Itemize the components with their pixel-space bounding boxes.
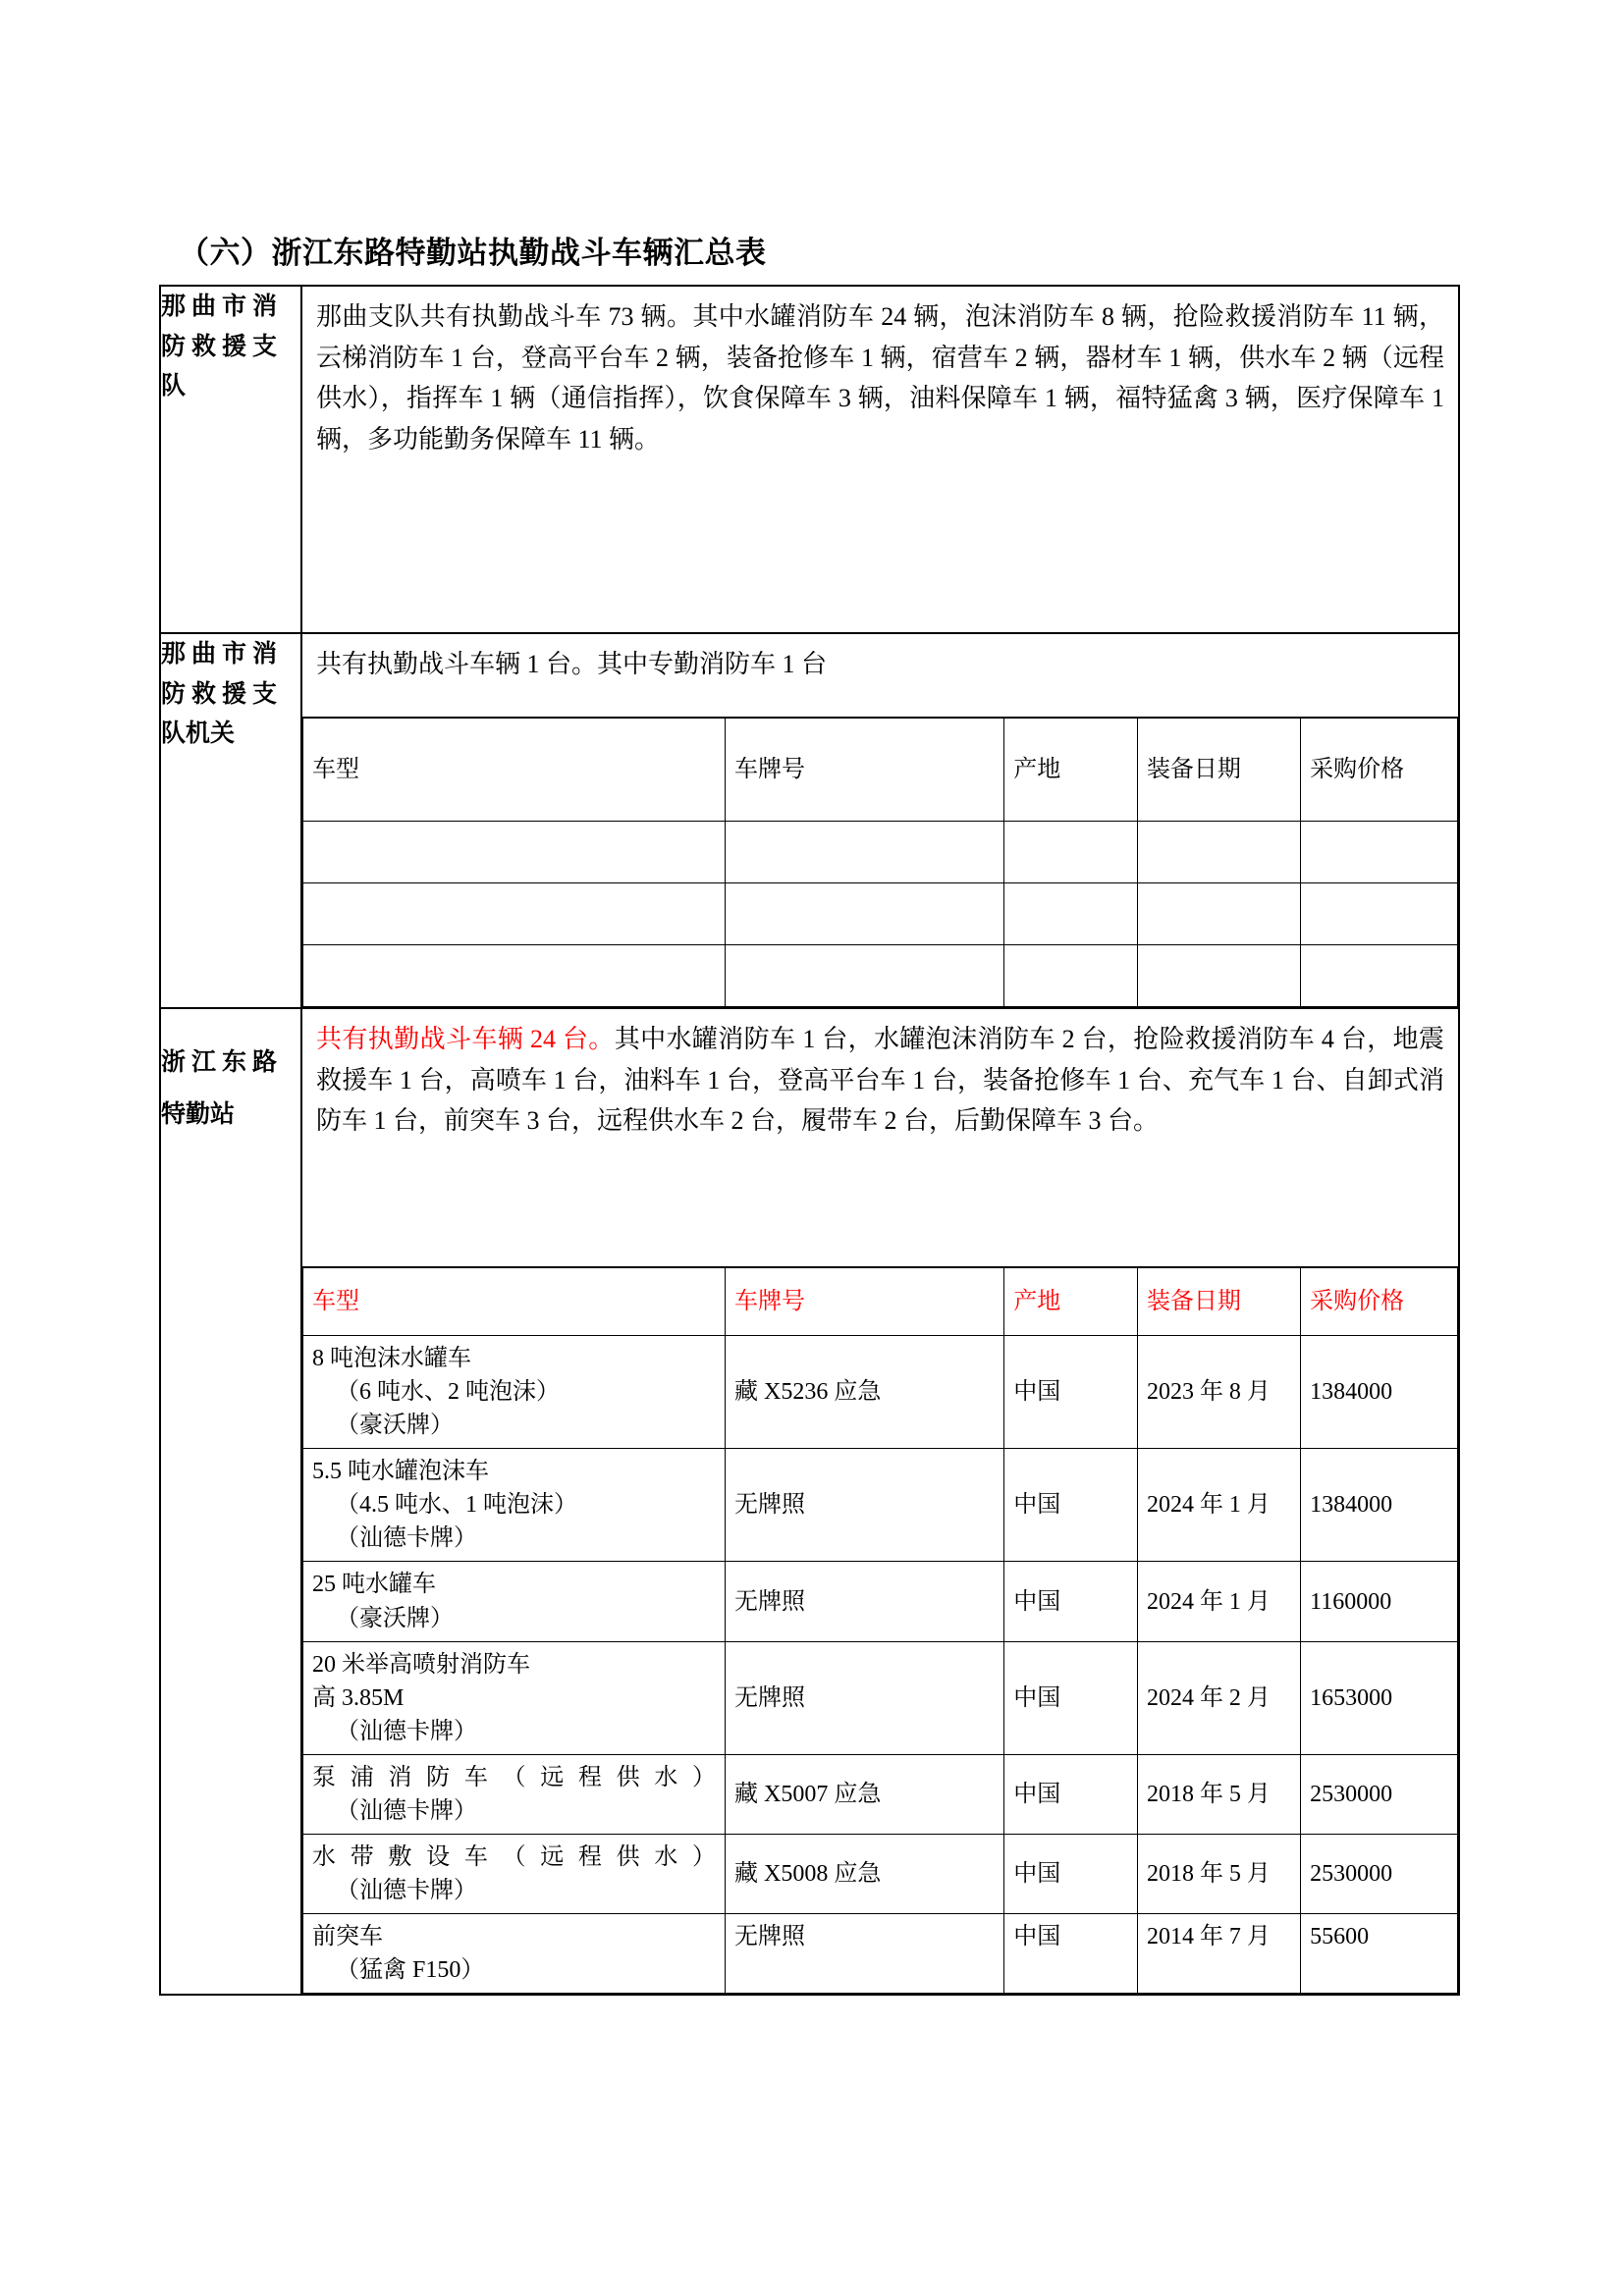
column-header-date: 装备日期 bbox=[1137, 1267, 1300, 1336]
cell-date: 2024 年 1 月 bbox=[1137, 1562, 1300, 1641]
cell-origin: 中国 bbox=[1004, 1835, 1138, 1914]
cell-origin: 中国 bbox=[1004, 1914, 1138, 1994]
column-header-model: 车型 bbox=[303, 1267, 726, 1336]
cell-date: 2024 年 1 月 bbox=[1137, 1449, 1300, 1562]
column-header-price: 采购价格 bbox=[1301, 718, 1458, 822]
cell-plate: 藏 X5007 应急 bbox=[726, 1754, 1004, 1834]
table-row bbox=[303, 1835, 1458, 1914]
model-line: （6 吨水、2 吨泡沫） bbox=[336, 1379, 560, 1406]
table-header-row bbox=[303, 1267, 1458, 1336]
table-row bbox=[303, 1754, 1458, 1834]
cell-origin: 中国 bbox=[1004, 1336, 1138, 1449]
cell-date bbox=[1137, 945, 1300, 1007]
label-line: 队 bbox=[161, 371, 187, 400]
column-header-price: 采购价格 bbox=[1301, 1267, 1458, 1336]
cell-price bbox=[1301, 883, 1458, 945]
model-line: 高 3.85M bbox=[312, 1684, 405, 1711]
cell-model bbox=[303, 1641, 726, 1754]
model-line: （4.5 吨水、1 吨泡沫） bbox=[336, 1492, 577, 1519]
table-row bbox=[303, 1449, 1458, 1562]
cell-date bbox=[1137, 883, 1300, 945]
column-header-origin: 产地 bbox=[1004, 718, 1138, 822]
cell-date: 2018 年 5 月 bbox=[1137, 1754, 1300, 1834]
cell-plate: 无牌照 bbox=[726, 1641, 1004, 1754]
cell-model bbox=[303, 1835, 726, 1914]
cell-origin bbox=[1004, 945, 1138, 1007]
label-line: 那曲市消 bbox=[161, 639, 277, 667]
table-row bbox=[303, 883, 1458, 945]
section-body-nagqu-hq bbox=[301, 633, 1459, 1008]
table-row bbox=[303, 1641, 1458, 1754]
model-line: 泵浦消防车（远程供水） bbox=[312, 1764, 717, 1790]
cell-plate: 藏 X5008 应急 bbox=[726, 1835, 1004, 1914]
cell-plate: 无牌照 bbox=[726, 1562, 1004, 1641]
cell-plate bbox=[726, 822, 1004, 883]
cell-price: 1653000 bbox=[1301, 1641, 1458, 1754]
cell-plate: 无牌照 bbox=[726, 1449, 1004, 1562]
cell-origin bbox=[1004, 822, 1138, 883]
cell-origin: 中国 bbox=[1004, 1641, 1138, 1754]
cell-price: 2530000 bbox=[1301, 1835, 1458, 1914]
cell-price: 1384000 bbox=[1301, 1336, 1458, 1449]
model-line: 水带敷设车（远程供水） bbox=[312, 1844, 717, 1871]
table-row bbox=[160, 633, 1459, 1008]
model-line: （猛禽 F150） bbox=[336, 1957, 485, 1984]
model-line: （汕德卡牌） bbox=[336, 1525, 477, 1552]
section-label-zhejiang-east-road bbox=[160, 1008, 301, 1995]
cell-plate: 藏 X5236 应急 bbox=[726, 1336, 1004, 1449]
summary-paragraph: 那曲支队共有执勤战斗车 73 辆。其中水罐消防车 24 辆，泡沫消防车 8 辆，抢险救援消防车 11 辆，云梯消防车 1 台，登高平台车 2 辆，装备抢修车 1 辆，宿营车 2 辆，器材车 1 辆，供水车 2 辆（远程供水），指挥车 1 辆（通信指挥），饮食保障车 3 辆，油料保障车 1 辆，福特猛禽 3 辆，医疗保障车 1 辆，多功能勤务保障车 11 辆。 bbox=[316, 302, 1444, 454]
model-line: （汕德卡牌） bbox=[336, 1878, 477, 1904]
cell-price: 1160000 bbox=[1301, 1562, 1458, 1641]
model-line: （汕德卡牌） bbox=[336, 1797, 477, 1824]
section-body-zhejiang-east-road bbox=[301, 1008, 1459, 1995]
page-title: （六）浙江东路特勤站执勤战斗车辆汇总表 bbox=[179, 236, 767, 271]
cell-model bbox=[303, 883, 726, 945]
model-line: 前突车 bbox=[312, 1924, 383, 1950]
model-line: 20 米举高喷射消防车 bbox=[312, 1651, 530, 1678]
model-line: 25 吨水罐车 bbox=[312, 1572, 436, 1598]
table-row bbox=[303, 822, 1458, 883]
table-row bbox=[160, 286, 1459, 633]
cell-date: 2024 年 2 月 bbox=[1137, 1641, 1300, 1754]
cell-date: 2014 年 7 月 bbox=[1137, 1914, 1300, 1994]
cell-model bbox=[303, 822, 726, 883]
table-header-row bbox=[303, 718, 1458, 822]
cell-price bbox=[1301, 945, 1458, 1007]
table-row bbox=[303, 1914, 1458, 1994]
table-row bbox=[303, 945, 1458, 1007]
cell-plate bbox=[726, 883, 1004, 945]
cell-model bbox=[303, 1754, 726, 1834]
summary-rest: 其中水罐消防车 1 台，水罐泡沫消防车 2 台，抢险救援消防车 4 台，地震救援车 1 台，高喷车 1 台，油料车 1 台，登高平台车 1 台，装备抢修车 1 台、充气车 1 台、自卸式消防车 1 台，前突车 3 台，远程供水车 2 台，履带车 2 台，后勤保障车 3 台。 bbox=[316, 1025, 1444, 1136]
model-line: （豪沃牌） bbox=[336, 1413, 454, 1439]
cell-model bbox=[303, 1562, 726, 1641]
vehicle-table-zhejiang bbox=[302, 1266, 1458, 1994]
cell-price: 1384000 bbox=[1301, 1449, 1458, 1562]
label-line: 特勤站 bbox=[161, 1098, 236, 1128]
column-header-plate: 车牌号 bbox=[726, 1267, 1004, 1336]
column-header-date: 装备日期 bbox=[1137, 718, 1300, 822]
column-header-origin: 产地 bbox=[1004, 1267, 1138, 1336]
cell-model bbox=[303, 1449, 726, 1562]
cell-plate: 无牌照 bbox=[726, 1914, 1004, 1994]
label-line: 队机关 bbox=[161, 719, 236, 747]
table-row bbox=[303, 1562, 1458, 1641]
cell-origin: 中国 bbox=[1004, 1562, 1138, 1641]
section-label-nagqu-brigade bbox=[160, 286, 301, 633]
cell-model bbox=[303, 945, 726, 1007]
label-line: 防救援支 bbox=[161, 678, 277, 708]
summary-paragraph: 共有执勤战斗车辆 1 台。其中专勤消防车 1 台 bbox=[316, 650, 828, 678]
table-row bbox=[160, 1008, 1459, 1995]
cell-date bbox=[1137, 822, 1300, 883]
cell-price: 55600 bbox=[1301, 1914, 1458, 1994]
section-body-nagqu-brigade bbox=[301, 286, 1459, 633]
section-label-nagqu-hq bbox=[160, 633, 301, 1008]
table-row bbox=[303, 1336, 1458, 1449]
model-line: 5.5 吨水罐泡沫车 bbox=[312, 1459, 489, 1485]
label-line: 防救援支 bbox=[161, 331, 277, 360]
model-line: （豪沃牌） bbox=[336, 1605, 454, 1631]
summary-paragraph bbox=[302, 1009, 1458, 1266]
cell-price: 2530000 bbox=[1301, 1754, 1458, 1834]
model-line: 8 吨泡沫水罐车 bbox=[312, 1346, 471, 1371]
cell-model bbox=[303, 1914, 726, 1994]
label-line: 浙江东路 bbox=[161, 1047, 277, 1076]
cell-date: 2023 年 8 月 bbox=[1137, 1336, 1300, 1449]
cell-model bbox=[303, 1336, 726, 1449]
cell-origin: 中国 bbox=[1004, 1449, 1138, 1562]
cell-plate bbox=[726, 945, 1004, 1007]
cell-origin bbox=[1004, 883, 1138, 945]
model-line: （汕德卡牌） bbox=[336, 1718, 477, 1744]
label-line: 那曲市消 bbox=[161, 292, 277, 320]
cell-date: 2018 年 5 月 bbox=[1137, 1835, 1300, 1914]
summary-highlight: 共有执勤战斗车辆 24 台。 bbox=[316, 1025, 615, 1053]
summary-table bbox=[159, 285, 1460, 1996]
cell-price bbox=[1301, 822, 1458, 883]
column-header-model: 车型 bbox=[303, 718, 726, 822]
column-header-plate: 车牌号 bbox=[726, 718, 1004, 822]
cell-origin: 中国 bbox=[1004, 1754, 1138, 1834]
vehicle-table-hq bbox=[302, 717, 1458, 1007]
